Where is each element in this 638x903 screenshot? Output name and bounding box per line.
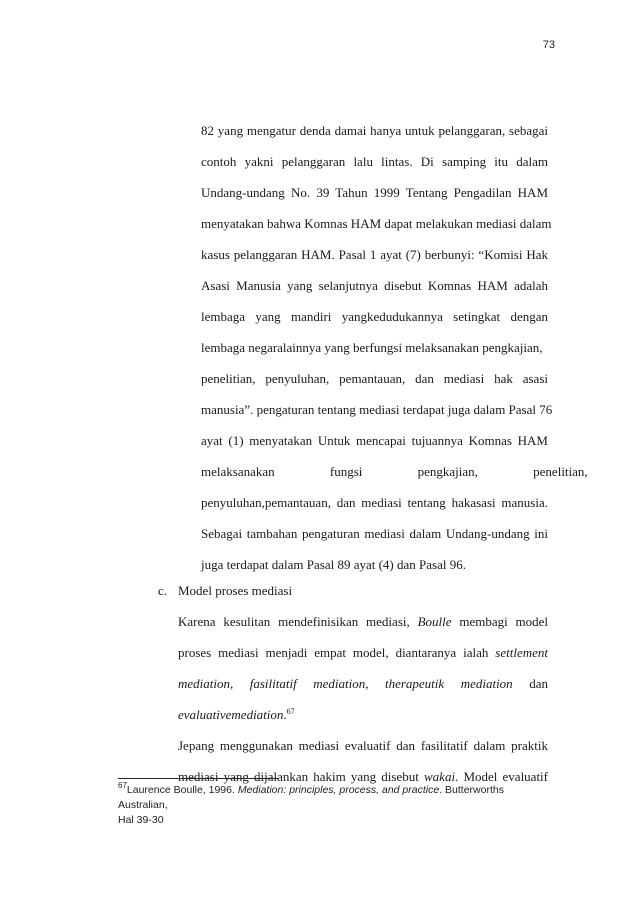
text-line: ayat (1) menyatakan Untuk mencapai tujuannya Komnas HAM [201, 433, 548, 448]
italic-term: mediation, [178, 676, 234, 691]
section-marker: c. [158, 583, 168, 598]
text-run: membagi model [459, 614, 549, 629]
italic-term: therapeutik [384, 676, 445, 691]
text-line: juga terdapat dalam Pasal 89 ayat (4) dan Pasal 96. [201, 557, 466, 572]
text-line: manusia”. pengaturan tentang mediasi terdapat juga dalam Pasal 76 [201, 402, 553, 417]
italic-term: fasilitatif [249, 676, 297, 691]
text-run: dan [529, 676, 548, 691]
italic-term: wakai [424, 769, 456, 784]
footnote-publisher: . Butterworths Australian, [118, 784, 504, 811]
footnote-reference: 67 [286, 707, 295, 716]
italic-term: settlement [495, 645, 548, 660]
text-run: proses mediasi menjadi empat model, diantaranya ialah [178, 645, 489, 660]
italic-term: evaluativemediation [178, 707, 284, 722]
text-line [178, 645, 548, 661]
footnote [118, 783, 548, 828]
text-line: penyuluhan,pemantauan, dan mediasi tentang hakasasi manusia. [201, 495, 548, 510]
text-line [178, 707, 548, 723]
text-line: 82 yang mengatur denda damai hanya untuk pelanggaran, sebagai [201, 123, 548, 138]
text-line: lembaga yang mandiri yangkedudukannya setingkat dengan [201, 309, 548, 324]
text-run: mediasi yang dijalankan hakim yang disebut [178, 769, 419, 784]
section-title: Model proses mediasi [178, 583, 293, 598]
text-run: . Model evaluatif [455, 769, 549, 784]
italic-term: mediation, [313, 676, 369, 691]
footnote-title: Mediation: principles, process, and practice [237, 784, 440, 796]
text-line: melaksanakan fungsi pengkajian, penelitian, [201, 464, 588, 479]
text-line [178, 614, 548, 630]
text-line: contoh yakni pelanggaran lalu lintas. Di samping itu dalam [201, 154, 548, 169]
footnote-number: 67 [118, 781, 127, 790]
footnote-pages: Hal 39-30 [118, 814, 164, 826]
text-line: menyatakan bahwa Komnas HAM dapat melakukan mediasi dalam [201, 216, 552, 231]
italic-term: mediation [460, 676, 513, 691]
text-line: Sebagai tambahan pengaturan mediasi dalam Undang-undang ini [201, 526, 548, 541]
text-line: Undang-undang No. 39 Tahun 1999 Tentang Pengadilan HAM [201, 185, 548, 200]
text-line [178, 676, 548, 692]
footnote-author: Laurence Boulle, 1996. [126, 784, 235, 796]
text-line: kasus pelanggaran HAM. Pasal 1 ayat (7) berbunyi: “Komisi Hak [201, 247, 548, 262]
text-line: Jepang menggunakan mediasi evaluatif dan fasilitatif dalam praktik [178, 738, 548, 753]
text-line: Asasi Manusia yang selanjutnya disebut Komnas HAM adalah [201, 278, 548, 293]
text-line: lembaga negaralainnya yang berfungsi melaksanakan pengkajian, [201, 340, 543, 355]
page-number: 73 [542, 39, 555, 51]
text-run: Karena kesulitan mendefinisikan mediasi, [178, 614, 410, 629]
footnote-divider [118, 778, 279, 779]
text-run: . [283, 707, 287, 722]
text-line: penelitian, penyuluhan, pemantauan, dan mediasi hak asasi [201, 371, 548, 386]
italic-name: Boulle [417, 614, 452, 629]
